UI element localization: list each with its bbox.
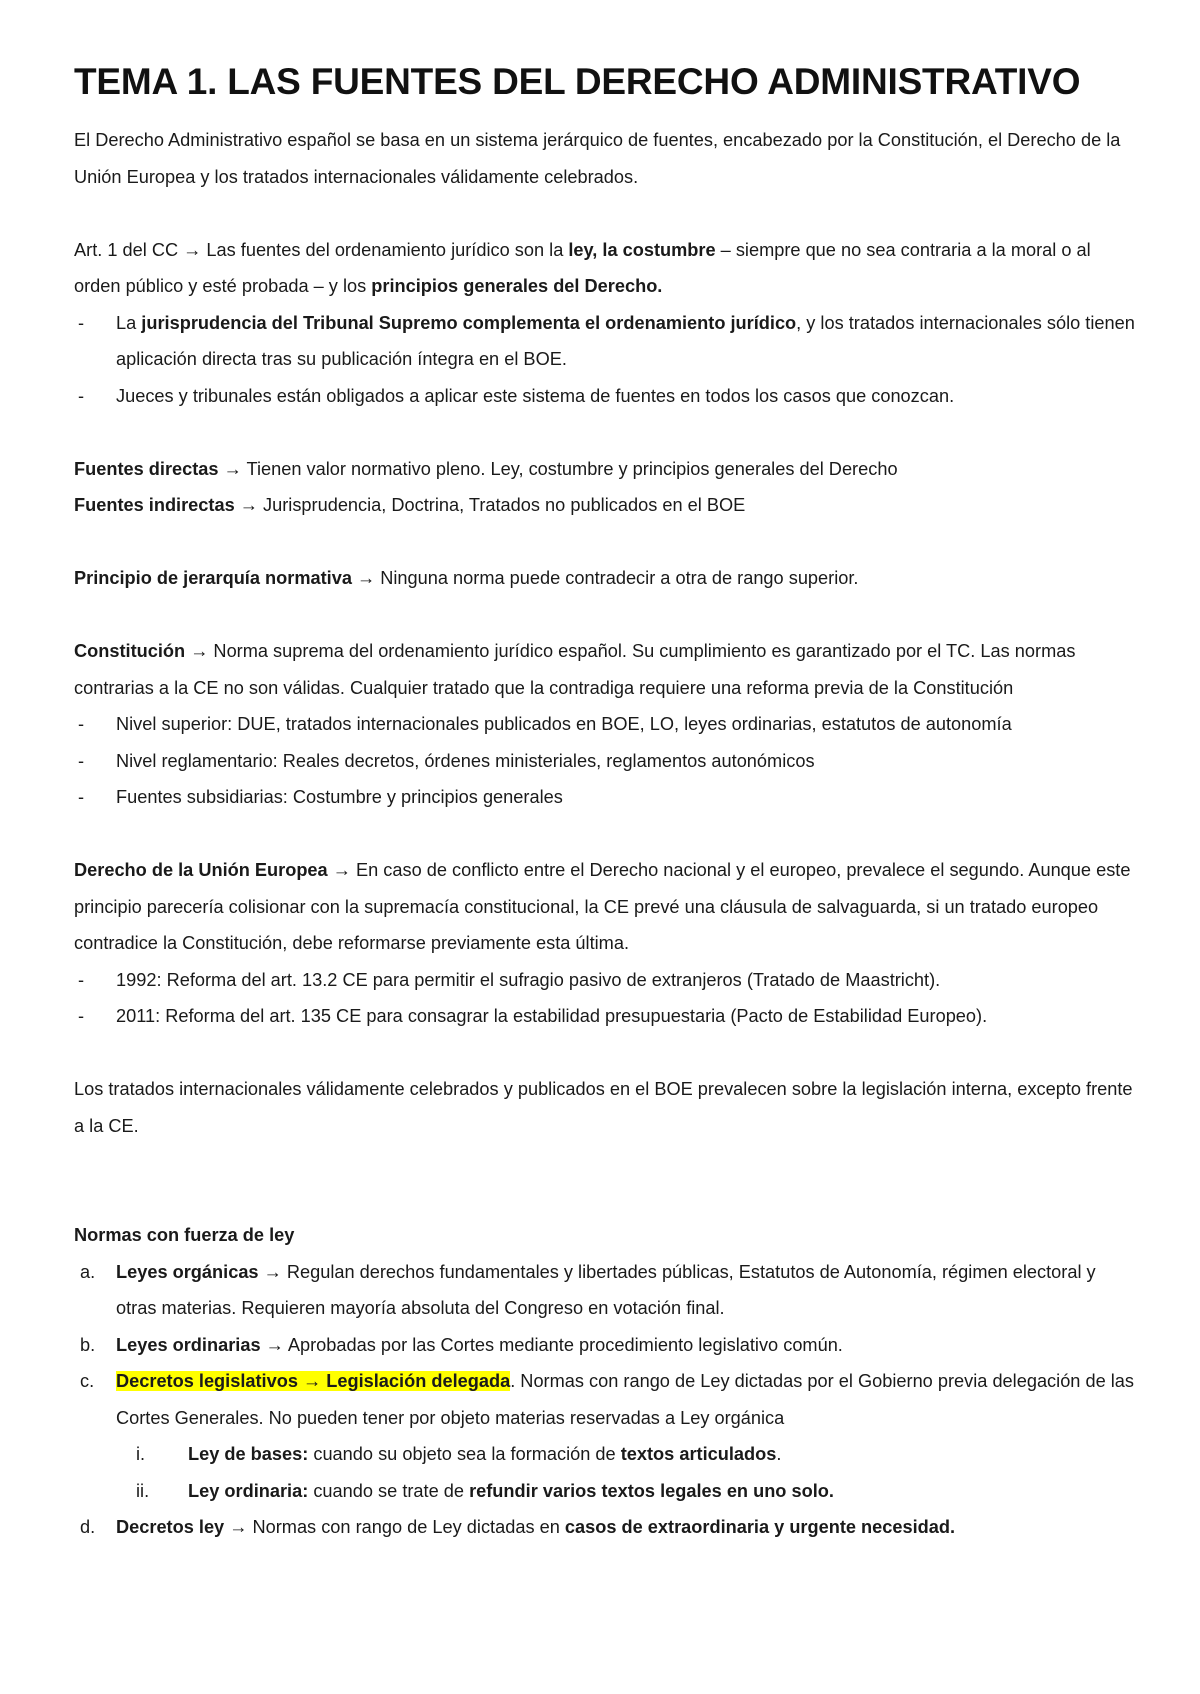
fuentes-indirectas-label: Fuentes indirectas (74, 495, 235, 515)
spacer (74, 1144, 1140, 1217)
norma-text: . Normas con rango de Ley dictadas por el Gobierno previa delegación de las Cortes Generales. No pueden tener por objeto materias reservadas a Ley orgánica (116, 1371, 1135, 1428)
list-item (74, 1509, 1140, 1546)
ue-label: Derecho de la Unión Europea (74, 860, 328, 880)
alpha-marker: a. (80, 1261, 96, 1282)
norma-bold: casos de extraordinaria y urgente necesidad. (564, 1517, 956, 1537)
list-item (74, 1363, 1140, 1509)
jerarquia-text: → Ninguna norma puede contradecir a otra de rango superior. (351, 568, 859, 588)
ue-paragraph (74, 852, 1140, 962)
list-item (74, 1327, 1140, 1364)
norma-label: Decretos ley (116, 1517, 225, 1537)
bullet-text: Jueces y tribunales están obligados a aplicar este sistema de fuentes en todos los casos que conozcan. (116, 385, 955, 406)
spacer (74, 524, 1140, 561)
list-item (116, 1436, 1140, 1473)
fuentes-indirectas (74, 487, 1140, 524)
art1-paragraph (74, 232, 1140, 305)
list-item (74, 962, 1140, 999)
alpha-marker: b. (80, 1334, 96, 1355)
spacer (74, 597, 1140, 634)
intro-paragraph: El Derecho Administrativo español se basa en un sistema jerárquico de fuentes, encabezado por la Constitución, el Derecho de la Unión Europea y los tratados internacionales válidamente celebrados. (74, 130, 1121, 187)
dash-marker: - (78, 787, 85, 807)
art1-text-1: Art. 1 del CC → Las fuentes del ordenamiento jurídico son la (74, 239, 569, 260)
sub-text: cuando su objeto sea la formación de (308, 1444, 621, 1464)
list-item (74, 1254, 1140, 1327)
bullet-text: Fuentes subsidiarias: Costumbre y principios generales (116, 787, 563, 807)
dash-marker: - (78, 750, 85, 771)
sub-label: Ley de bases: (188, 1444, 309, 1464)
dash-marker: - (78, 385, 85, 406)
spacer (74, 414, 1140, 451)
list-item (74, 779, 1140, 816)
constitucion-paragraph (74, 633, 1140, 706)
art1-text-2: – siempre que no sea contraria a la moral o al orden público y esté probada – y los (74, 239, 1091, 296)
highlighted-label: Decretos legislativos → Legislación delegada (116, 1371, 511, 1391)
sub-text: cuando se trate de (308, 1480, 470, 1501)
norma-text: → Normas con rango de Ley dictadas en (224, 1517, 565, 1537)
ue-bullet-list (74, 962, 1140, 1035)
tratados-paragraph: Los tratados internacionales válidamente celebrados y publicados en el BOE prevalecen sobre la legislación interna, excepto frente a la CE. (74, 1079, 1133, 1136)
spacer (74, 195, 1140, 232)
normas-heading-text: Normas con fuerza de ley (74, 1225, 295, 1245)
sub-bold: textos articulados (620, 1444, 777, 1464)
dash-marker: - (78, 714, 85, 734)
sub-bold: refundir varios textos legales en uno solo. (469, 1480, 834, 1501)
list-item (74, 998, 1140, 1035)
fuentes-directas-text: → Tienen valor normativo pleno. Ley, costumbre y principios generales del Derecho (218, 458, 898, 479)
norma-label: Leyes ordinarias (116, 1334, 261, 1355)
fuentes-directas-label: Fuentes directas (74, 458, 219, 479)
art1-bullet-list (74, 305, 1140, 415)
norma-text: → Regulan derechos fundamentales y libertades públicas, Estatutos de Autonomía, régimen electoral y otras materias. Requieren mayoría absoluta del Congreso en votación final. (116, 1261, 1096, 1318)
art1-bold-1: ley, la costumbre (568, 239, 716, 260)
page-title: TEMA 1. LAS FUENTES DEL DERECHO ADMINISTRATIVO (74, 61, 1081, 102)
decretos-sublist (116, 1436, 1140, 1509)
list-item (74, 378, 1140, 415)
sub-label: Ley ordinaria: (188, 1480, 309, 1501)
dash-marker: - (78, 969, 85, 990)
normas-heading (74, 1217, 1140, 1254)
normas-list (74, 1254, 1140, 1546)
fuentes-directas (74, 451, 1140, 488)
spacer (74, 1035, 1140, 1072)
dash-marker: - (78, 312, 85, 333)
norma-text: → Aprobadas por las Cortes mediante procedimiento legislativo común. (260, 1334, 843, 1355)
constitucion-label: Constitución (74, 641, 186, 661)
jerarquia-label: Principio de jerarquía normativa (74, 568, 352, 588)
list-item (74, 305, 1140, 378)
list-item (116, 1473, 1140, 1510)
constitucion-bullet-list (74, 706, 1140, 816)
roman-marker: i. (136, 1444, 146, 1464)
art1-bold-2: principios generales del Derecho. (371, 276, 663, 296)
alpha-marker: c. (80, 1371, 95, 1391)
bullet-text: Nivel reglamentario: Reales decretos, órdenes ministeriales, reglamentos autonómicos (116, 750, 815, 771)
bullet-text: 1992: Reforma del art. 13.2 CE para permitir el sufragio pasivo de extranjeros (Tratado de Maastricht). (116, 969, 941, 990)
bullet-text: La (116, 312, 142, 333)
ue-text: → En caso de conflicto entre el Derecho nacional y el europeo, prevalece el segundo. Aunque este principio parecería colisionar con la supremacía constitucional, la CE prevé una cláusula de salvaguarda, si un tratado europeo contradice la Constitución, debe reformarse previamente esta última. (74, 860, 1131, 953)
constitucion-text: → Norma suprema del ordenamiento jurídico español. Su cumplimiento es garantizado por el TC. Las normas contrarias a la CE no son válidas. Cualquier tratado que la contradiga requiere una reforma previa de la Constitución (74, 641, 1076, 698)
dash-marker: - (78, 1006, 85, 1026)
list-item (74, 706, 1140, 743)
bullet-text: Nivel superior: DUE, tratados internacionales publicados en BOE, LO, leyes ordinarias, estatutos de autonomía (116, 714, 1012, 734)
bullet-text: , y los tratados internacionales sólo tienen aplicación directa tras su publicación íntegra en el BOE. (116, 312, 1135, 369)
norma-label: Leyes orgánicas (116, 1261, 259, 1282)
fuentes-indirectas-text: → Jurisprudencia, Doctrina, Tratados no publicados en el BOE (234, 495, 746, 515)
roman-marker: ii. (136, 1480, 150, 1501)
list-item (74, 743, 1140, 780)
bullet-text: 2011: Reforma del art. 135 CE para consagrar la estabilidad presupuestaria (Pacto de Estabilidad Europeo). (116, 1006, 988, 1026)
bullet-bold: jurisprudencia del Tribunal Supremo complementa el ordenamiento jurídico (141, 312, 797, 333)
spacer (74, 816, 1140, 853)
sub-end: . (776, 1444, 782, 1464)
alpha-marker: d. (80, 1517, 96, 1537)
jerarquia-paragraph (74, 560, 1140, 597)
